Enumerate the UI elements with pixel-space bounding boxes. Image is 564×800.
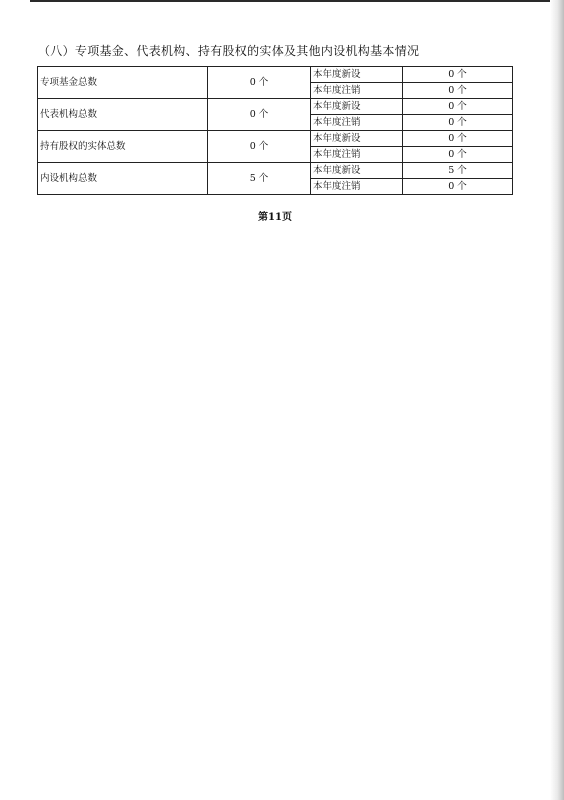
sub-label-new: 本年度新设: [311, 163, 403, 179]
sub-value-new: 0 个: [403, 67, 513, 83]
sub-label-new: 本年度新设: [311, 99, 403, 115]
sub-label-new: 本年度新设: [311, 131, 403, 147]
row-label-representative-offices: 代表机构总数: [38, 99, 208, 131]
page-number: 第11页: [258, 212, 292, 223]
sub-label-cancelled: 本年度注销: [311, 179, 403, 195]
table-row: [38, 99, 513, 115]
row-label-special-funds: 专项基金总数: [38, 67, 208, 99]
sub-value-new: 0 个: [403, 131, 513, 147]
institutions-table: [37, 66, 513, 195]
scan-edge-top: [30, 0, 564, 2]
row-label-internal-units: 内设机构总数: [38, 163, 208, 195]
table-row: [38, 163, 513, 179]
sub-value-cancelled: 0 个: [403, 83, 513, 99]
sub-value-new: 5 个: [403, 163, 513, 179]
sub-value-cancelled: 0 个: [403, 115, 513, 131]
table-row: [38, 131, 513, 147]
sub-value-cancelled: 0 个: [403, 179, 513, 195]
section-title: （八）专项基金、代表机构、持有股权的实体及其他内设机构基本情况: [38, 44, 420, 58]
row-total-internal-units: 5 个: [208, 163, 311, 195]
row-label-equity-entities: 持有股权的实体总数: [38, 131, 208, 163]
sub-value-new: 0 个: [403, 99, 513, 115]
row-total-equity-entities: 0 个: [208, 131, 311, 163]
scan-edge-right: [550, 0, 564, 800]
sub-label-cancelled: 本年度注销: [311, 83, 403, 99]
sub-label-new: 本年度新设: [311, 67, 403, 83]
row-total-representative-offices: 0 个: [208, 99, 311, 131]
table-row: [38, 67, 513, 83]
sub-label-cancelled: 本年度注销: [311, 115, 403, 131]
row-total-special-funds: 0 个: [208, 67, 311, 99]
sub-label-cancelled: 本年度注销: [311, 147, 403, 163]
sub-value-cancelled: 0 个: [403, 147, 513, 163]
